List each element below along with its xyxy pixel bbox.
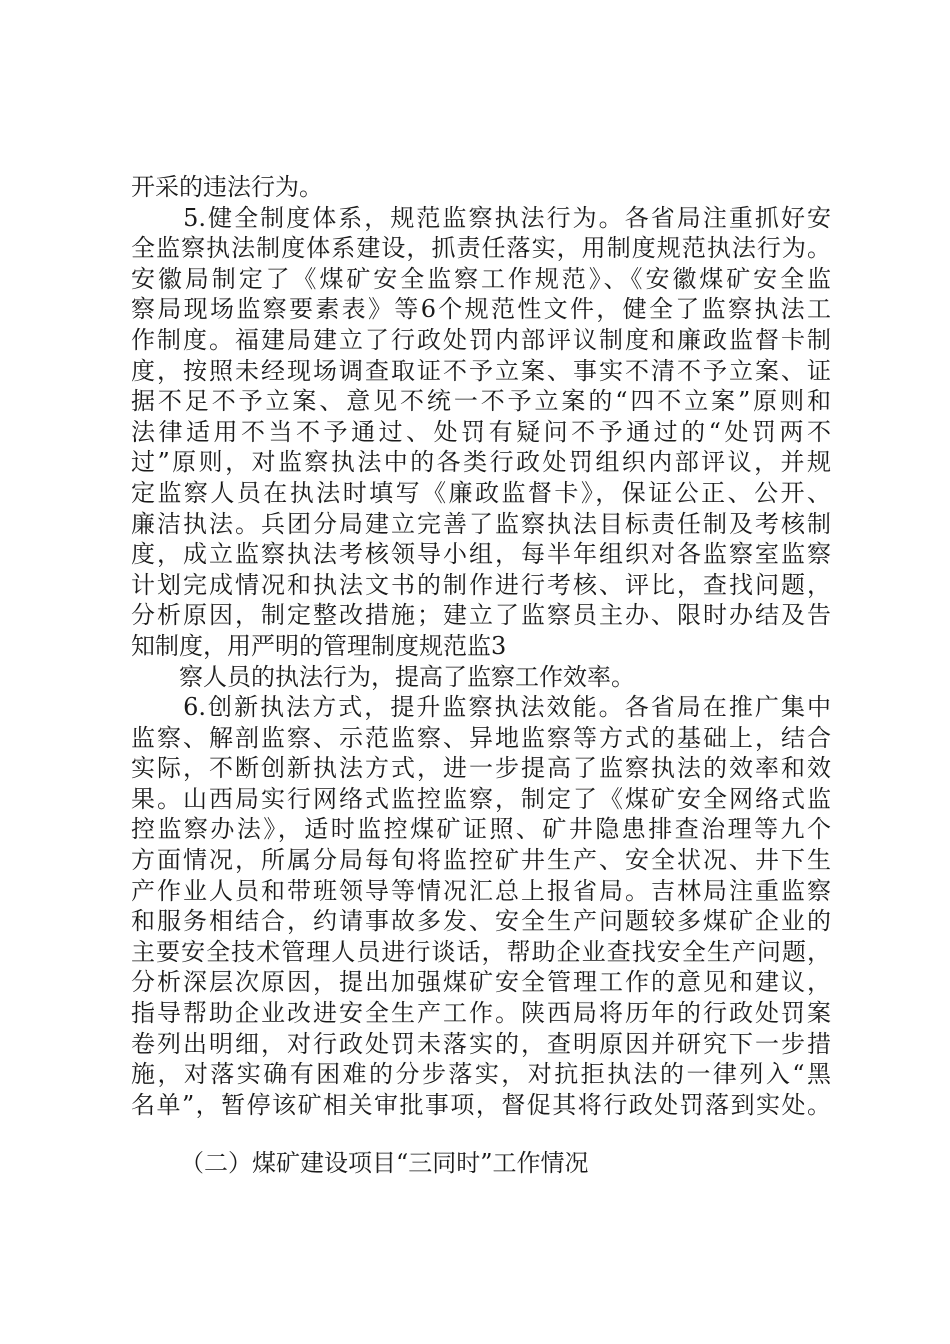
text-line: 产作业人员和带班领导等情况汇总上报省局。吉林局注重监察 [131,876,831,905]
text-line: 果。山西局实行网络式监控监察，制定了《煤矿安全网络式监 [131,784,831,813]
text-line: 实际，不断创新执法方式，进一步提高了监察执法的效率和效 [131,754,831,783]
text-line: 施，对落实确有困难的分步落实，对抗拒执法的一律列入“黑 [131,1060,831,1089]
text-line: 卷列出明细，对行政处罚未落实的，查明原因并研究下一步措 [131,1029,831,1058]
text-line: 开采的违法行为。 [131,173,323,201]
text-line: 控监察办法》，适时监控煤矿证照、矿井隐患排查治理等九个 [131,815,831,844]
text-line: 名单”，暂停该矿相关审批事项，督促其将行政处罚落到实处。 [131,1090,831,1119]
text-line: 察人员的执法行为，提高了监察工作效率。 [131,662,635,691]
text-line: 知制度，用严明的管理制度规范监3 [131,631,507,660]
text-line: 度，按照未经现场调查取证不予立案、事实不清不予立案、证 [131,356,831,385]
text-line: 和服务相结合，约请事故多发、安全生产问题较多煤矿企业的 [131,907,831,936]
text-line: 廉洁执法。兵团分局建立完善了监察执法目标责任制及考核制 [131,509,831,538]
text-line: 察局现场监察要素表》等6个规范性文件，健全了监察执法工 [131,295,831,324]
text-line: 定监察人员在执法时填写《廉政监督卡》，保证公正、公开、 [131,478,831,507]
text-line: 法律适用不当不予通过、处罚有疑问不予通过的“处罚两不 [131,417,831,446]
text-line: 作制度。福建局建立了行政处罚内部评议制度和廉政监督卡制 [131,325,831,354]
text-line: 安徽局制定了《煤矿安全监察工作规范》、《安徽煤矿安全监 [131,264,831,293]
text-line: 过”原则，对监察执法中的各类行政处罚组织内部评议，并规 [131,448,831,477]
text-line: 度，成立监察执法考核领导小组，每半年组织对各监察室监察 [131,540,831,569]
text-line: 方面情况，所属分局每旬将监控矿井生产、安全状况、井下生 [131,846,831,875]
section-heading: （二）煤矿建设项目“三同时”工作情况 [180,1149,589,1177]
text-line: 6.创新执法方式，提升监察执法效能。各省局在推广集中 [131,693,831,722]
text-line: 分析深层次原因，提出加强煤矿安全管理工作的意见和建议， [131,968,831,997]
body-text [131,172,831,1120]
text-line: 据不足不予立案、意见不统一不予立案的“四不立案”原则和 [131,387,831,416]
text-line: 全监察执法制度体系建设，抓责任落实，用制度规范执法行为。 [131,234,831,263]
text-line: 5.健全制度体系，规范监察执法行为。各省局注重抓好安 [131,203,831,232]
text-line: 分析原因，制定整改措施；建立了监察员主办、限时办结及告 [131,601,831,630]
text-line: 主要安全技术管理人员进行谈话，帮助企业查找安全生产问题， [131,937,831,966]
text-line: 计划完成情况和执法文书的制作进行考核、评比，查找问题， [131,570,831,599]
text-line: 指导帮助企业改进安全生产工作。陕西局将历年的行政处罚案 [131,999,831,1028]
text-line: 监察、解剖监察、示范监察、异地监察等方式的基础上，结合 [131,723,831,752]
